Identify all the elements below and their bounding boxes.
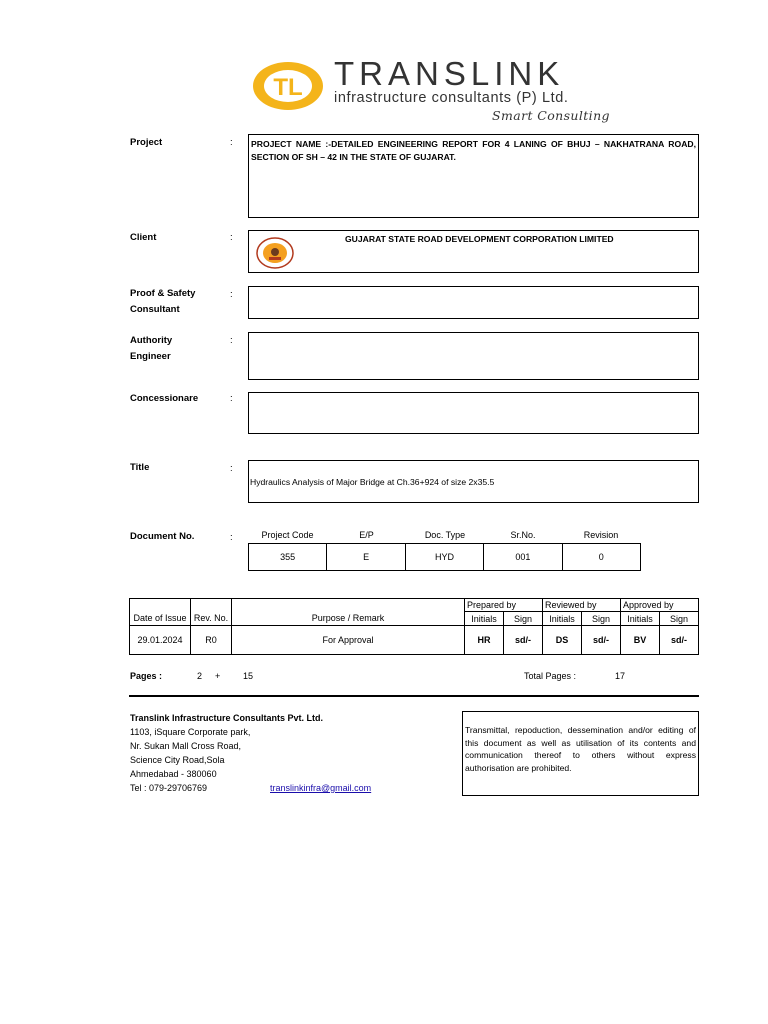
- rev-header-reviewed-sign: Sign: [582, 612, 621, 626]
- doc-value-revision: 0: [562, 544, 640, 571]
- authority-box: [248, 332, 699, 380]
- authority-label-line2: Engineer: [130, 351, 171, 362]
- doc-value-sr-no: 001: [484, 544, 562, 571]
- doc-header-project-code: Project Code: [261, 530, 314, 540]
- client-label: Client: [130, 232, 157, 243]
- authority-label-line1: Authority: [130, 335, 173, 346]
- rev-row-purpose: For Approval: [232, 626, 465, 655]
- proof-box: [248, 286, 699, 319]
- rev-row-date: 29.01.2024: [130, 626, 191, 655]
- address-line1: 1103, iSquare Corporate park,: [130, 727, 251, 737]
- document-no-colon: :: [230, 532, 233, 543]
- brand-tagline: Smart Consulting: [492, 108, 610, 123]
- proof-label-line2: Consultant: [130, 304, 180, 315]
- project-value: PROJECT NAME :-DETAILED ENGINEERING REPORT FOR 4 LANING OF BHUJ – NAKHATRANA ROAD, SECTION OF SH – 42 IN THE STATE OF GUJARAT.: [251, 139, 696, 162]
- title-label: Title: [130, 462, 150, 473]
- client-box: [248, 230, 699, 273]
- doc-header-doc-type: Doc. Type: [424, 530, 466, 540]
- gsrdc-emblem-icon: [255, 237, 295, 269]
- document-no-label: Document No.: [130, 531, 195, 542]
- address-line3: Science City Road,Sola: [130, 755, 225, 765]
- email-link[interactable]: translinkinfra@gmail.com: [270, 783, 372, 793]
- doc-value-doc-type: HYD: [405, 544, 483, 571]
- notice-box: [462, 711, 699, 796]
- rev-header-rev-no: Rev. No.: [191, 599, 232, 626]
- address-company: Translink Infrastructure Consultants Pvt. Ltd.: [130, 713, 324, 723]
- rev-row-approved-sign: sd/-: [660, 626, 699, 655]
- pages-main: 15: [243, 671, 254, 681]
- rev-row-reviewed-initials: DS: [543, 626, 582, 655]
- rev-header-approved: Approved by: [621, 599, 699, 612]
- rev-row-approved-initials: BV: [621, 626, 660, 655]
- doc-value-project-code: 355: [249, 544, 327, 571]
- rev-header-approved-initials: Initials: [621, 612, 660, 626]
- rev-header-approved-sign: Sign: [660, 612, 699, 626]
- concessionare-label: Concessionare: [130, 393, 199, 404]
- total-pages-value: 17: [615, 671, 626, 681]
- client-value: GUJARAT STATE ROAD DEVELOPMENT CORPORATION LIMITED: [345, 234, 614, 244]
- rev-header-date: Date of Issue: [130, 599, 191, 626]
- doc-header-ep: E/P: [359, 530, 374, 540]
- pages-label: Pages :: [130, 671, 163, 681]
- client-colon: :: [230, 232, 233, 243]
- proof-consultant-label: [130, 286, 195, 318]
- doc-header-sr-no: Sr.No.: [510, 530, 536, 540]
- authority-engineer-label: [130, 333, 172, 365]
- title-box: [248, 460, 699, 503]
- logo-letters: TL: [273, 74, 303, 101]
- doc-header-revision: Revision: [583, 530, 619, 540]
- address-line2: Nr. Sukan Mall Cross Road,: [130, 741, 242, 751]
- rev-header-reviewed-initials: Initials: [543, 612, 582, 626]
- rev-row-reviewed-sign: sd/-: [582, 626, 621, 655]
- authority-colon: :: [230, 335, 233, 346]
- project-box: [248, 134, 699, 218]
- brand-name: TRANSLINK: [334, 55, 565, 92]
- concessionare-colon: :: [230, 393, 233, 404]
- project-label: Project: [130, 137, 163, 148]
- translink-logo-icon: [250, 58, 328, 114]
- rev-header-prepared-sign: Sign: [504, 612, 543, 626]
- title-colon: :: [230, 463, 233, 474]
- doc-value-ep: E: [327, 544, 405, 571]
- pages-front: 2: [197, 671, 203, 681]
- address-tel: Tel : 079-29706769: [130, 783, 208, 793]
- total-pages-label: Total Pages :: [524, 671, 577, 681]
- pages-plus: +: [215, 671, 221, 681]
- proof-colon: :: [230, 289, 233, 300]
- rev-row-prepared-initials: HR: [465, 626, 504, 655]
- notice-text: Transmittal, repoduction, dessemination and/or editing of this document as well as utilisation of its contents and communication thereof to others without express authorisation are prohibited.: [465, 725, 696, 773]
- company-logo: [250, 56, 670, 128]
- rev-header-prepared-initials: Initials: [465, 612, 504, 626]
- rev-header-reviewed: Reviewed by: [543, 599, 621, 612]
- rev-row-rev-no: R0: [191, 626, 232, 655]
- rev-header-purpose: Purpose / Remark: [232, 599, 465, 626]
- footer-divider: [129, 695, 699, 697]
- title-value: Hydraulics Analysis of Major Bridge at Ch.36+924 of size 2x35.5: [250, 477, 495, 487]
- brand-subtitle: infrastructure consultants (P) Ltd.: [334, 90, 569, 106]
- concessionare-box: [248, 392, 699, 434]
- project-colon: :: [230, 137, 233, 148]
- rev-header-prepared: Prepared by: [465, 599, 543, 612]
- revision-table: [129, 598, 699, 655]
- address-line4: Ahmedabad - 380060: [130, 769, 217, 779]
- document-no-table: [248, 543, 641, 571]
- proof-label-line1: Proof & Safety: [130, 288, 196, 299]
- rev-row-prepared-sign: sd/-: [504, 626, 543, 655]
